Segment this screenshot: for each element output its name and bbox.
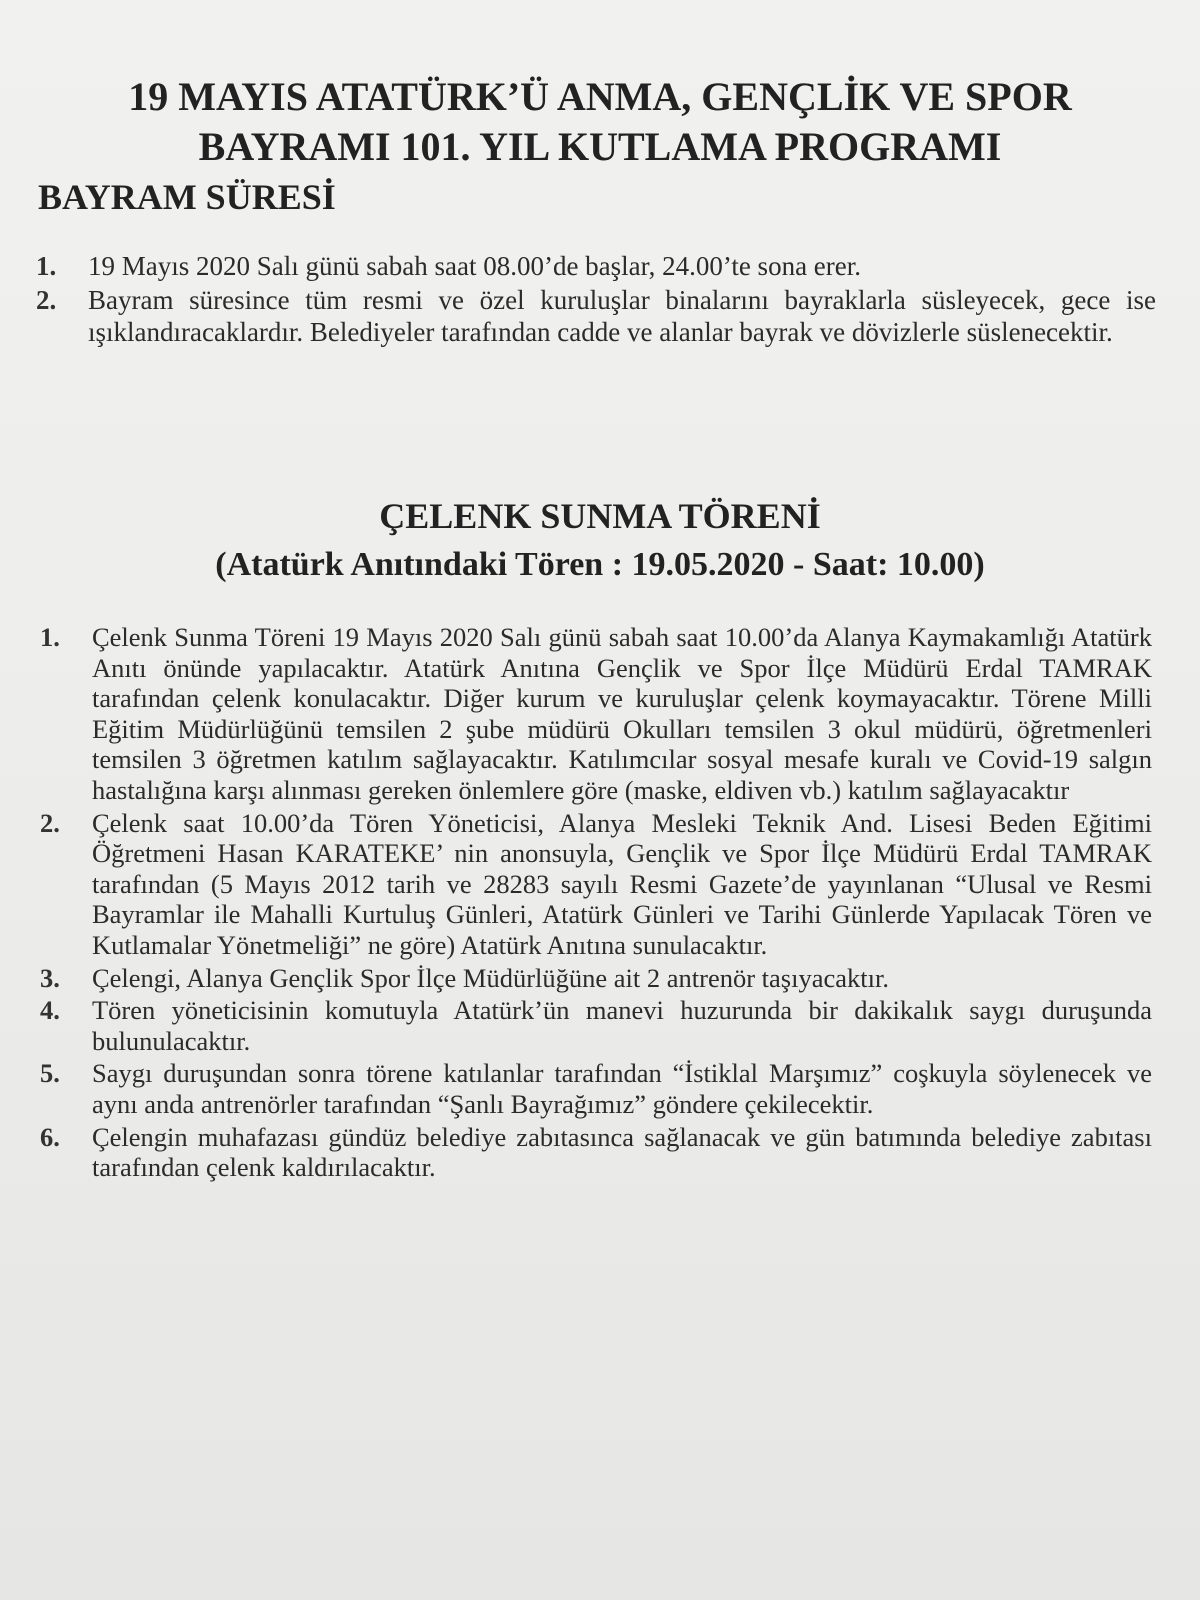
list-item-text: Bayram süresince tüm resmi ve özel kuruluşlar binalarını bayraklarla süsleyecek, gece ise ışıklandıracaklardır. Belediyeler tarafından cadde ve alanlar bayrak ve dövizlerle süslenecektir. [88, 285, 1156, 347]
list-item [40, 808, 1152, 961]
list-item [40, 1122, 1152, 1183]
list-item-number: 2. [40, 807, 60, 838]
list-item [40, 995, 1152, 1056]
section-heading-bayram-suresi: BAYRAM SÜRESİ [38, 177, 336, 217]
list-item-text: Çelengin muhafazası gündüz belediye zabıtasınca sağlanacak ve gün batımında belediye zabıtası tarafından çelenk kaldırılacaktır. [92, 1121, 1152, 1183]
list-item-number: 6. [40, 1121, 60, 1152]
list-item-number: 1. [40, 622, 60, 652]
ceremony-title: ÇELENK SUNMA TÖRENİ [379, 496, 821, 536]
duration-list [36, 250, 1156, 350]
list-item-text: Saygı duruşundan sonra törene katılanlar tarafından “İstiklal Marşımız” coşkuyla söylenecek ve aynı anda antrenörler tarafından “Şanlı Bayrağımız” göndere çekilecektir. [92, 1058, 1152, 1119]
list-item-text: Çelenk Sunma Töreni 19 Mayıs 2020 Salı günü sabah saat 10.00’da Alanya Kaymakamlığı Atatürk Anıtı önünde yapılacaktır. Atatürk Anıtına Gençlik ve Spor İlçe Müdürü Erdal TAMRAK tarafından çelenk konulacaktır. Diğer kurum ve kuruluşlar çelenk koymayacaktır. Törene Milli Eğitim Müdürlüğünü temsilen 2 şube müdürü Okulları temsilen 3 okul müdürü, öğretmenleri temsilen 3 öğretmen katılım sağlayacaktır. Katılımcılar sosyal mesafe kuralı ve Covid-19 salgın hastalığına karşı alınması gereken önlemlere göre (maske, eldiven vb.) katılım sağlayacaktır [92, 622, 1152, 805]
title-line-1: 19 MAYIS ATATÜRK’Ü ANMA, GENÇLİK VE SPOR [128, 74, 1072, 119]
list-item-number: 1. [36, 251, 57, 281]
list-item-text: Tören yöneticisinin komutuyla Atatürk’ün manevi huzurunda bir dakikalık saygı duruşunda bulunulacaktır. [92, 995, 1152, 1056]
document-title [60, 72, 1140, 172]
list-item-text: Çelenk saat 10.00’da Tören Yöneticisi, Alanya Mesleki Teknik And. Lisesi Beden Eğitimi Öğretmeni Hasan KARATEKE’ nin anonsuyla, Gençlik ve Spor İlçe Müdürü Erdal TAMRAK tarafından (5 Mayıs 2012 tarih ve 28283 sayılı Resmi Gazete’de yayınlanan “Ulusal ve Resmi Bayramlar ile Mahalli Kurtuluş Günleri, Atatürk Günleri ve Tarihi Günlerde Yapılacak Tören ve Kutlamalar Yönetmeliği” ne göre) Atatürk Anıtına sunulacaktır. [92, 807, 1152, 960]
list-item [40, 963, 1152, 994]
list-item-number: 4. [40, 995, 60, 1026]
list-item-text: 19 Mayıs 2020 Salı günü sabah saat 08.00’de başlar, 24.00’te sona erer. [88, 251, 862, 281]
list-item-number: 5. [40, 1058, 60, 1089]
list-item [40, 1058, 1152, 1119]
list-item [36, 250, 1156, 282]
list-item-number: 3. [40, 962, 60, 993]
ceremony-list [40, 622, 1152, 1185]
list-item-number: 2. [36, 285, 57, 315]
list-item [36, 284, 1156, 348]
title-line-2: BAYRAMI 101. YIL KUTLAMA PROGRAMI [198, 124, 1002, 169]
list-item-text: Çelengi, Alanya Gençlik Spor İlçe Müdürlüğüne ait 2 antrenör taşıyacaktır. [92, 962, 889, 993]
list-item [40, 622, 1152, 806]
ceremony-subtitle: (Atatürk Anıtındaki Tören : 19.05.2020 - Saat: 10.00) [215, 546, 985, 583]
